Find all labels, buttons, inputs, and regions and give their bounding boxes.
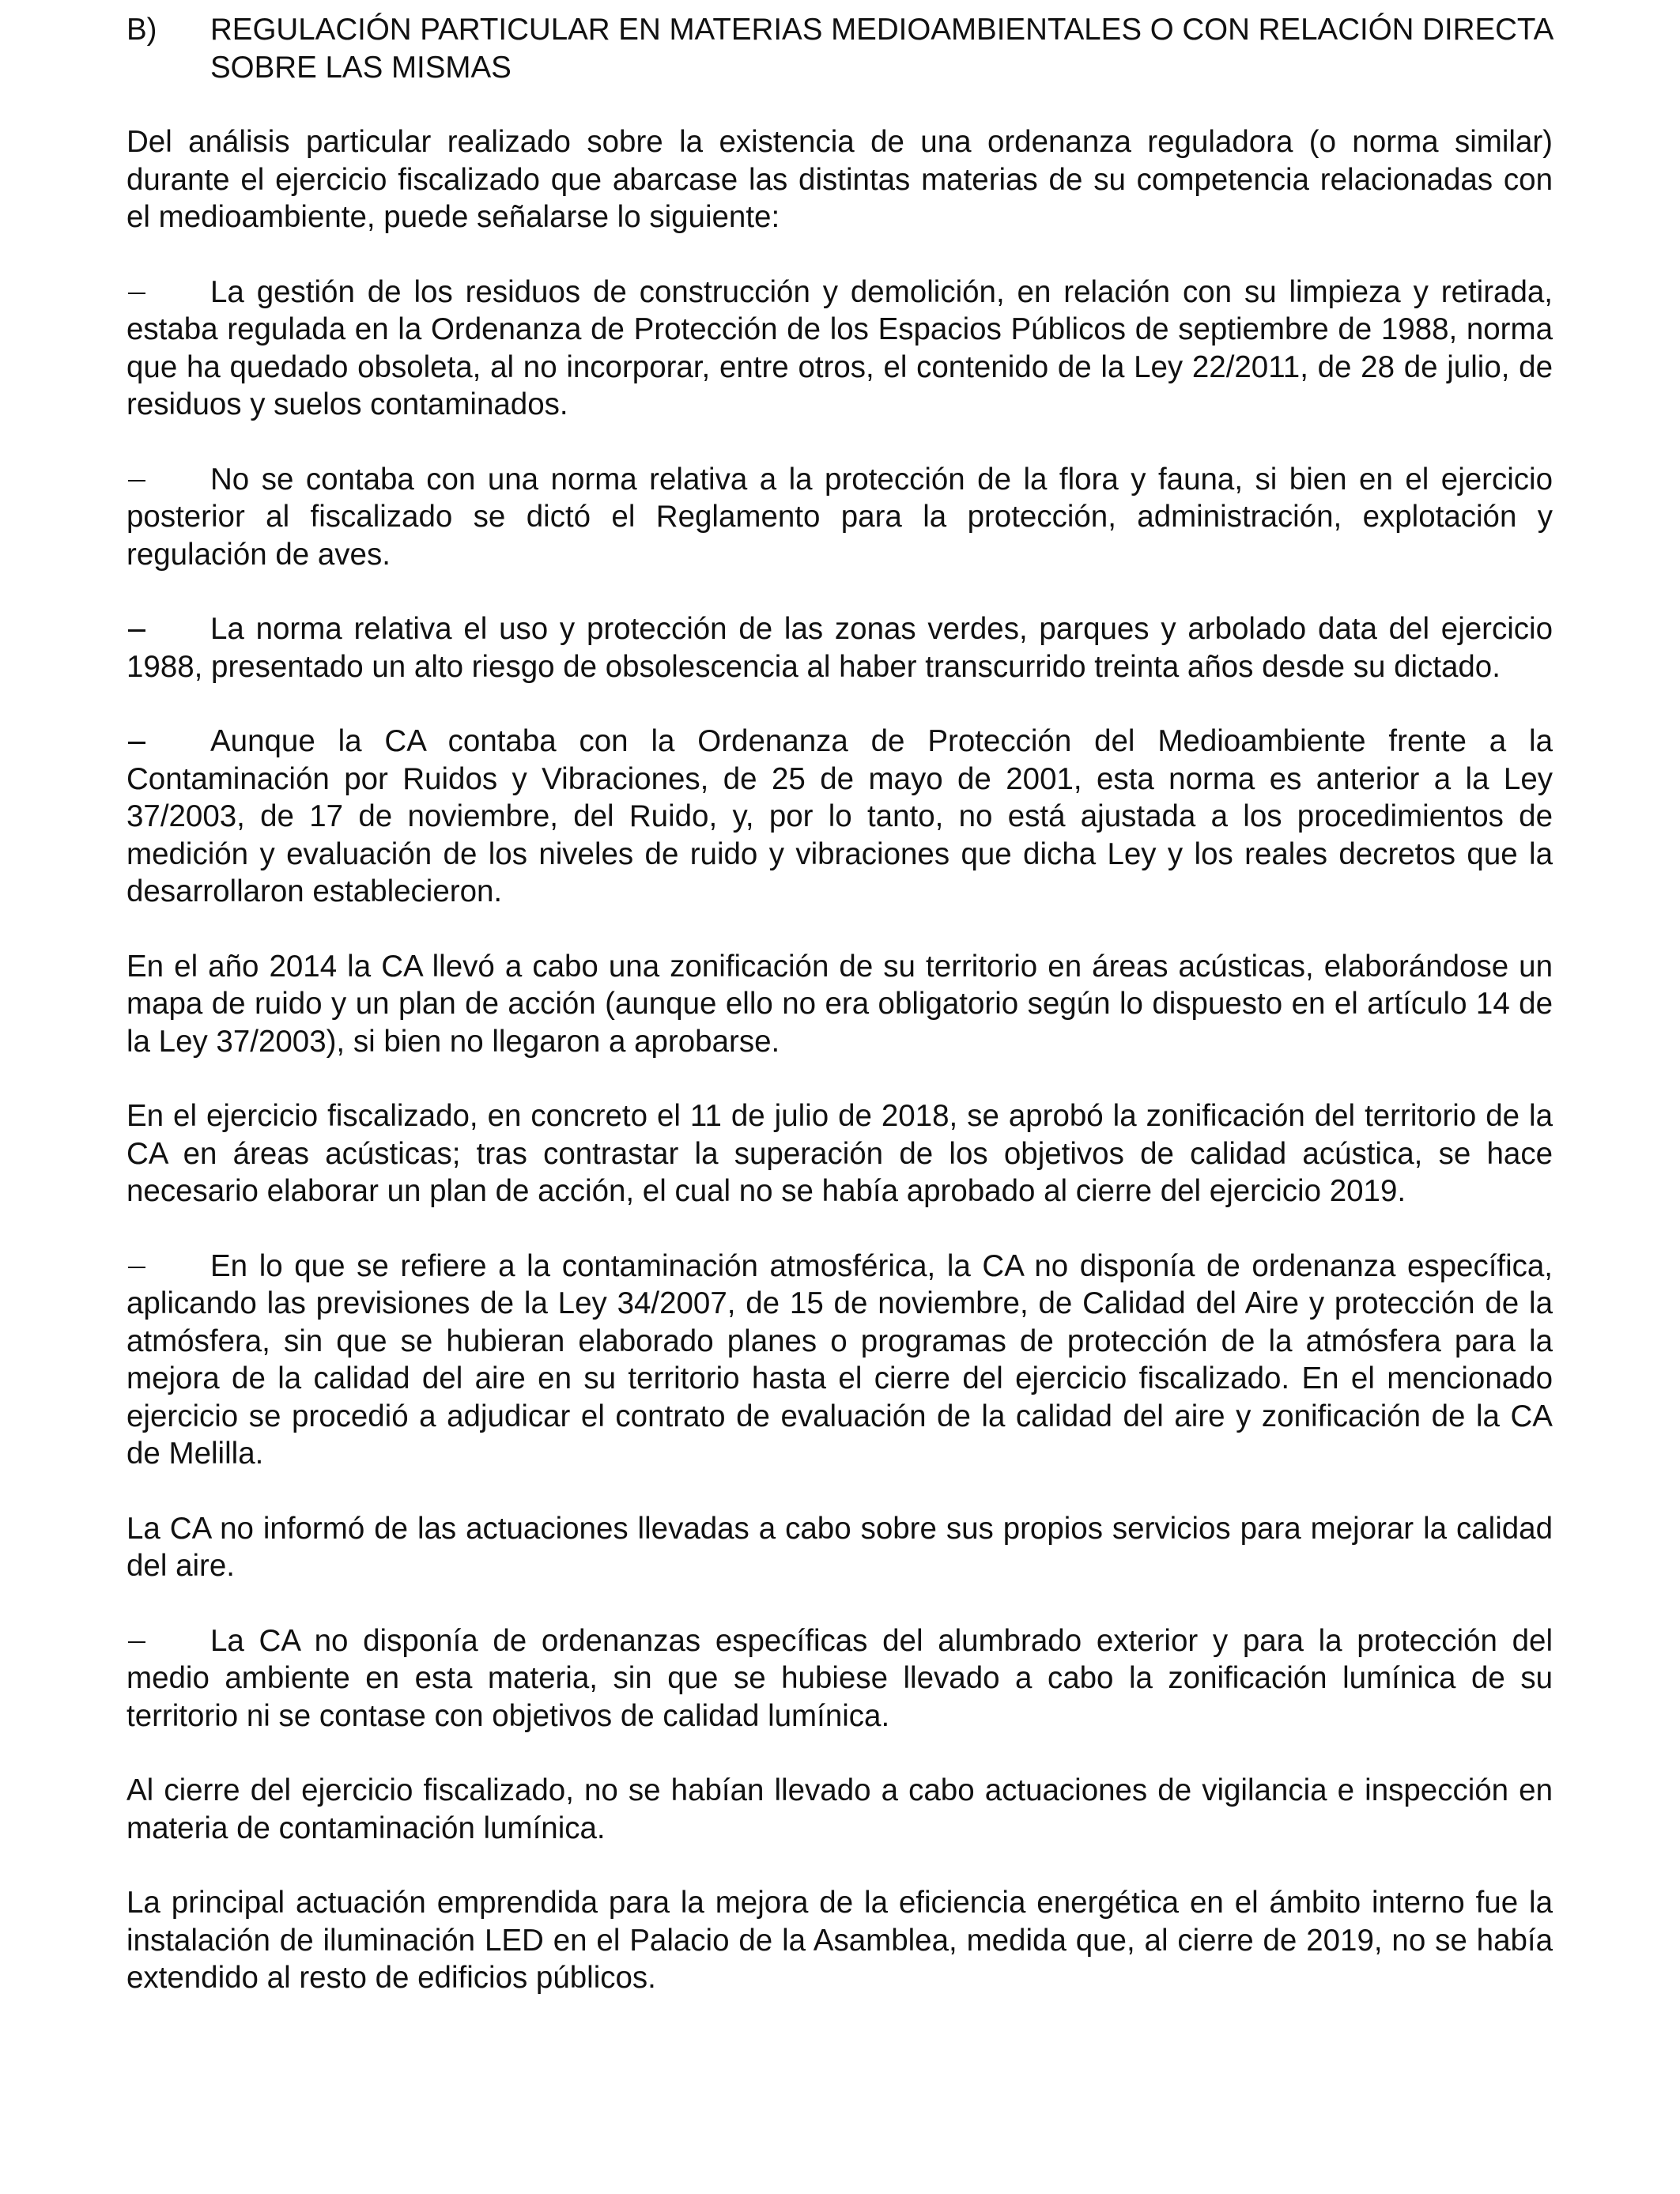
bullet-item-residuos — [126, 274, 1553, 424]
section-heading — [126, 11, 1553, 86]
bullet-item-alumbrado — [126, 1622, 1553, 1735]
paragraph-vigilancia: Al cierre del ejercicio fiscalizado, no se habían llevado a cabo actuaciones de vigilancia e inspección en materia de contaminación lumínica. — [126, 1773, 1553, 1845]
section-letter: B) — [126, 13, 157, 47]
bullet-item-zonas-verdes — [126, 610, 1553, 685]
bullet-text: La norma relativa el uso y protección de las zonas verdes, parques y arbolado data del ejercicio 1988, presentado un alto riesgo de obsolescencia al haber transcurrido treinta años desde su dictado. — [126, 612, 1553, 684]
paragraph-calidad-aire: La CA no informó de las actuaciones llevadas a cabo sobre sus propios servicios para mejorar la calidad del aire. — [126, 1511, 1553, 1583]
intro-paragraph: Del análisis particular realizado sobre la existencia de una ordenanza reguladora (o norma similar) durante el ejercicio fiscalizado que abarcase las distintas materias de su competencia relacionadas con el medioambiente, puede señalarse lo siguiente: — [126, 125, 1553, 234]
document-page — [126, 11, 1553, 2034]
paragraph-eficiencia-energetica: La principal actuación emprendida para la mejora de la eficiencia energética en el ámbito interno fue la instalación de iluminación LED en el Palacio de la Asamblea, medida que, al cierre de 2019, no se había extendido al resto de edificios públicos. — [126, 1886, 1553, 1995]
bullet-text: La gestión de los residuos de construcción y demolición, en relación con su limpieza y retirada, estaba regulada en la Ordenanza de Protección de los Espacios Públicos de septiembre de 1988, norma que ha quedado obsoleta, al no incorporar, entre otros, el contenido de la Ley 22/2011, de 28 de julio, de residuos y suelos contaminados. — [126, 274, 1553, 421]
paragraph-zonificacion-2018: En el ejercicio fiscalizado, en concreto el 11 de julio de 2018, se aprobó la zonificación del territorio de la CA en áreas acústicas; tras contrastar la superación de los objetivos de calidad acústica, se hace necesario elaborar un plan de acción, el cual no se había aprobado al cierre del ejercicio 2019. — [126, 1099, 1553, 1208]
bullet-item-contaminacion-atmosferica — [126, 1248, 1553, 1473]
section-title: REGULACIÓN PARTICULAR EN MATERIAS MEDIOAMBIENTALES O CON RELACIÓN DIRECTA SOBRE LAS MISMAS — [210, 13, 1553, 85]
paragraph-zonificacion-2014: En el año 2014 la CA llevó a cabo una zonificación de su territorio en áreas acústicas, elaborándose un mapa de ruido y un plan de acción (aunque ello no era obligatorio según lo dispuesto en el artículo 14 de la Ley 37/2003), si bien no llegaron a aprobarse. — [126, 949, 1553, 1059]
bullet-item-flora-fauna — [126, 461, 1553, 574]
bullet-item-ruido — [126, 723, 1553, 911]
bullet-text: En lo que se refiere a la contaminación atmosférica, la CA no disponía de ordenanza específica, aplicando las previsiones de la Ley 34/2007, de 15 de noviembre, de Calidad del Aire y protección de la atmósfera, sin que se hubieran elaborado planes o programas de protección de la atmósfera para la mejora de la calidad del aire en su territorio hasta el cierre del ejercicio fiscalizado. En el mencionado ejercicio se procedió a adjudicar el contrato de evaluación de la calidad del aire y zonificación de la CA de Melilla. — [126, 1248, 1553, 1471]
bullet-text: Aunque la CA contaba con la Ordenanza de Protección del Medioambiente frente a la Contaminación por Ruidos y Vibraciones, de 25 de mayo de 2001, esta norma es anterior a la Ley 37/2003, de 17 de noviembre, del Ruido, y, por lo tanto, no está ajustada a los procedimientos de medición y evaluación de los niveles de ruido y vibraciones que dicha Ley y los reales decretos que la desarrollaron establecieron. — [126, 724, 1553, 908]
bullet-text: La CA no disponía de ordenanzas específicas del alumbrado exterior y para la protección del medio ambiente en esta materia, sin que se hubiese llevado a cabo la zonificación lumínica de su territorio ni se contase con objetivos de calidad lumínica. — [126, 1623, 1553, 1733]
bullet-text: No se contaba con una norma relativa a la protección de la flora y fauna, si bien en el ejercicio posterior al fiscalizado se dictó el Reglamento para la protección, administración, explotación y regulación de aves. — [126, 462, 1553, 572]
